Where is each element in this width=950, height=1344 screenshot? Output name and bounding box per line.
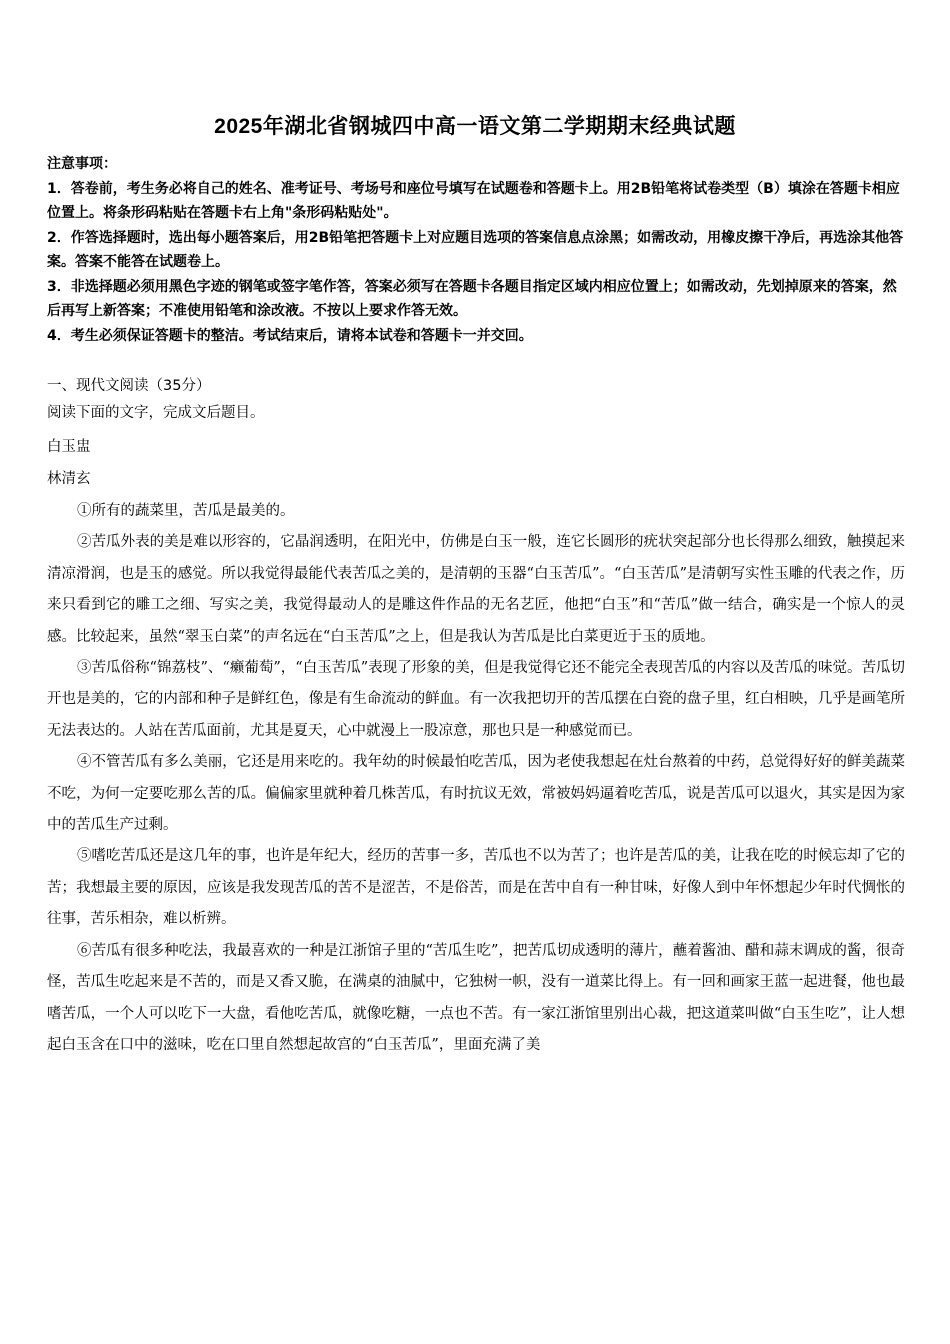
article-title: 白玉盅 [47, 439, 91, 455]
article-paragraph: ②苦瓜外表的美是难以形容的，它晶润透明，在阳光中，仿佛是白玉一般，连它长圆形的疣状突起部分也长得那么细致，触摸起来清凉滑润，也是玉的感觉。所以我觉得最能代表苦瓜之美的，是清朝的玉器“白玉苦瓜”。“白玉苦瓜”是清朝写实性玉雕的代表之作，历来只看到它的雕工之细、写实之美，我觉得最动人的是雕这件作品的无名艺匠，他把“白玉”和“苦瓜”做一结合，确实是一个惊人的灵感。比较起来，虽然“翠玉白菜”的声名远在“白玉苦瓜”之上，但是我认为苦瓜是比白菜更近于玉的质地。 [47, 534, 905, 645]
article-author: 林清玄 [47, 471, 91, 487]
notice-heading: 注意事项： [47, 156, 117, 172]
notice-block [47, 152, 907, 348]
article-paragraph: ④不管苦瓜有多么美丽，它还是用来吃的。我年幼的时候最怕吃苦瓜，因为老使我想起在灶台熬着的中药，总觉得好好的鲜美蔬菜不吃，为何一定要吃那么苦的瓜。偏偏家里就种着几株苦瓜，有时抗议无效，常被妈妈逼着吃苦瓜，说是苦瓜可以退火，其实是因为家中的苦瓜生产过剩。 [47, 754, 905, 834]
article-paragraph: ③苦瓜俗称“锦荔枝”、“癞葡萄”，“白玉苦瓜”表现了形象的美，但是我觉得它还不能完全表现苦瓜的内容以及苦瓜的味觉。苦瓜切开也是美的，它的内部和种子是鲜红色，像是有生命流动的鲜血。有一次我把切开的苦瓜摆在白瓷的盘子里，红白相映，几乎是画笔所无法表达的。人站在苦瓜面前，尤其是夏天，心中就漫上一股凉意，那也只是一种感觉而已。 [47, 660, 905, 739]
notice-item: 2．作答选择题时，选出每小题答案后，用2B铅笔把答题卡上对应题目选项的答案信息点涂黑；如需改动，用橡皮擦干净后，再选涂其他答案。答案不能答在试题卷上。 [47, 229, 904, 270]
reading-instruction: 阅读下面的文字，完成文后题目。 [47, 405, 265, 421]
page-title: 2025年湖北省钢城四中高一语文第二学期期末经典试题 [214, 115, 736, 138]
article-paragraph: ①所有的蔬菜里，苦瓜是最美的。 [77, 503, 295, 519]
article-paragraph: ⑥苦瓜有很多种吃法，我最喜欢的一种是江浙馆子里的“苦瓜生吃”，把苦瓜切成透明的薄片，蘸着酱油、醋和蒜末调成的酱，很奇怪，苦瓜生吃起来是不苦的，而是又香又脆，在满桌的油腻中，它独树一帜，没有一道菜比得上。有一回和画家王蓝一起进餐，他也最嗜苦瓜，一个人可以吃下一大盘，看他吃苦瓜，就像吃糖，一点也不苦。有一家江浙馆里别出心裁，把这道菜叫做“白玉生吃”，让人想起白玉含在口中的滋味，吃在口里自然想起故宫的“白玉苦瓜”，里面充满了美 [47, 942, 905, 1053]
notice-item: 4．考生必须保证答题卡的整洁。考试结束后，请将本试卷和答题卡一并交回。 [47, 327, 533, 344]
section-heading: 一、现代文阅读（35分） [47, 378, 211, 394]
article-body [47, 496, 905, 1061]
article-paragraph: ⑤嗜吃苦瓜还是这几年的事，也许是年纪大，经历的苦事一多，苦瓜也不以为苦了；也许是苦瓜的美，让我在吃的时候忘却了它的苦；我想最主要的原因，应该是我发现苦瓜的苦不是涩苦，不是俗苦，而是在苦中自有一种甘味，好像人到中年怀想起少年时代惆怅的往事，苦乐相杂，难以析辨。 [47, 848, 905, 928]
notice-item: 1．答卷前，考生务必将自己的姓名、准考证号、考场号和座位号填写在试题卷和答题卡上。用2B铅笔将试卷类型（B）填涂在答题卡相应位置上。将条形码粘贴在答题卡右上角"条形码粘贴处"。 [47, 180, 900, 221]
notice-item: 3．非选择题必须用黑色字迹的钢笔或签字笔作答，答案必须写在答题卡各题目指定区域内相应位置上；如需改动，先划掉原来的答案，然后再写上新答案；不准使用铅笔和涂改液。不按以上要求作答无效。 [47, 278, 897, 319]
